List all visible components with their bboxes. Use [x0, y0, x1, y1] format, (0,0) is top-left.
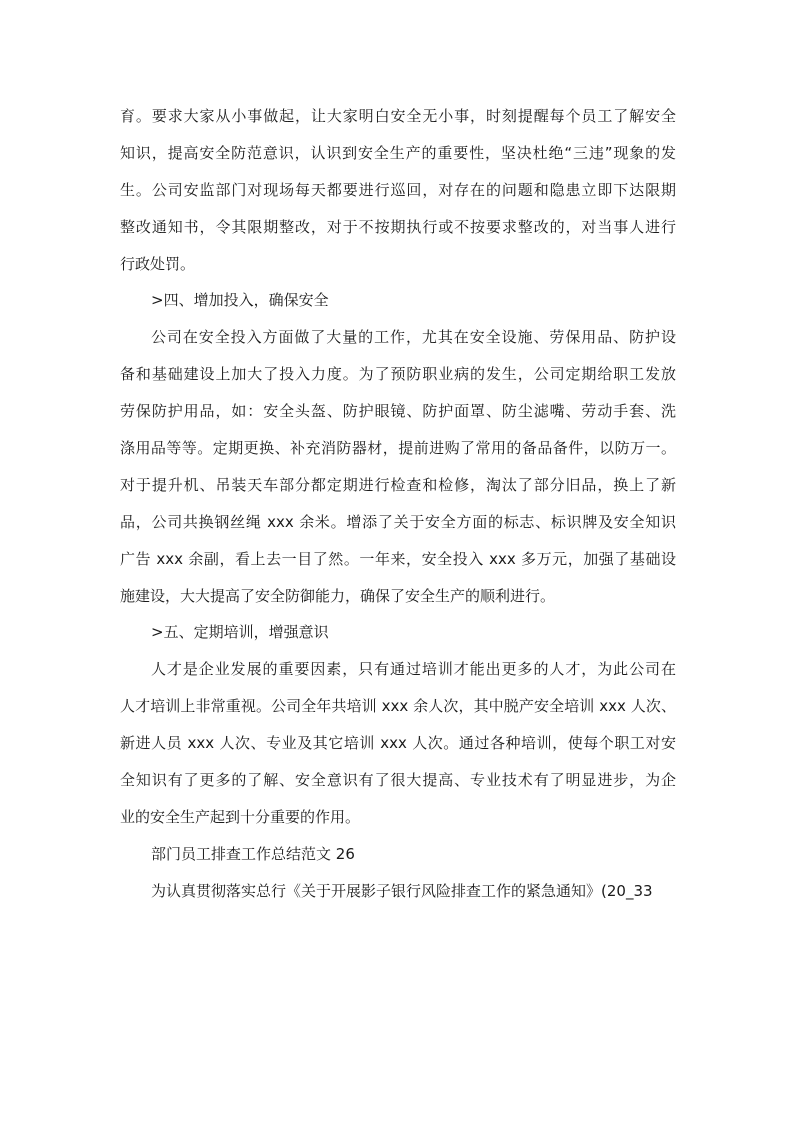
- text-line: 品，公司共换钢丝绳 xxx 余米。增添了关于安全方面的标志、标识牌及安全知识: [120, 512, 676, 531]
- text-line: >四、增加投入，确保安全: [151, 291, 329, 310]
- text-line: 行政处罚。: [120, 254, 196, 273]
- paragraph: [120, 876, 676, 913]
- text-line: 广告 xxx 余副，看上去一目了然。一年来，安全投入 xxx 多万元，加强了基础设: [120, 549, 676, 568]
- paragraph: [120, 101, 676, 285]
- text-line: 全知识有了更多的了解、安全意识有了很大提高、专业技术有了明显进步，为企: [120, 771, 676, 790]
- document-page: [120, 101, 676, 913]
- text-line: 生。公司安监部门对现场每天都要进行巡回，对存在的问题和隐患立即下达限期: [120, 180, 676, 199]
- text-line: 人才培训上非常重视。公司全年共培训 xxx 余人次，其中脱产安全培训 xxx 人次、: [120, 697, 676, 716]
- text-line: >五、定期培训，增强意识: [151, 623, 329, 642]
- text-line: 涤用品等等。定期更换、补充消防器材，提前进购了常用的备品备件，以防万一。: [120, 439, 676, 458]
- text-line: 公司在安全投入方面做了大量的工作，尤其在安全设施、劳保用品、防护设: [151, 328, 676, 347]
- text-line: 施建设，大大提高了安全防御能力，确保了安全生产的顺利进行。: [120, 586, 556, 605]
- text-line: 劳保防护用品，如：安全头盔、防护眼镜、防护面罩、防尘滤嘴、劳动手套、洗: [120, 402, 676, 421]
- section-heading: [120, 839, 676, 876]
- text-line: 对于提升机、吊装天车部分都定期进行检查和检修，淘汰了部分旧品，换上了新: [120, 475, 676, 494]
- text-line: 为认真贯彻落实总行《关于开展影子银行风险排查工作的紧急通知》(20_33: [151, 881, 653, 900]
- text-line: 知识，提高安全防范意识，认识到安全生产的重要性，坚决杜绝“三违”现象的发: [120, 143, 676, 162]
- text-line: 人才是企业发展的重要因素，只有通过培训才能出更多的人才，为此公司在: [151, 660, 676, 679]
- section-heading: [120, 617, 676, 654]
- paragraph: [120, 654, 676, 838]
- paragraph: [120, 322, 676, 617]
- text-line: 育。要求大家从小事做起，让大家明白安全无小事，时刻提醒每个员工了解安全: [120, 107, 676, 125]
- text-line: 部门员工排查工作总结范文 26: [151, 844, 355, 863]
- text-line: 业的安全生产起到十分重要的作用。: [120, 807, 361, 826]
- text-line: 整改通知书，令其限期整改，对于不按期执行或不按要求整改的，对当事人进行: [120, 217, 676, 236]
- text-line: 新进人员 xxx 人次、专业及其它培训 xxx 人次。通过各种培训，使每个职工对安: [120, 734, 676, 753]
- section-heading: [120, 285, 676, 322]
- text-line: 备和基础建设上加大了投入力度。为了预防职业病的发生，公司定期给职工发放: [120, 365, 676, 384]
